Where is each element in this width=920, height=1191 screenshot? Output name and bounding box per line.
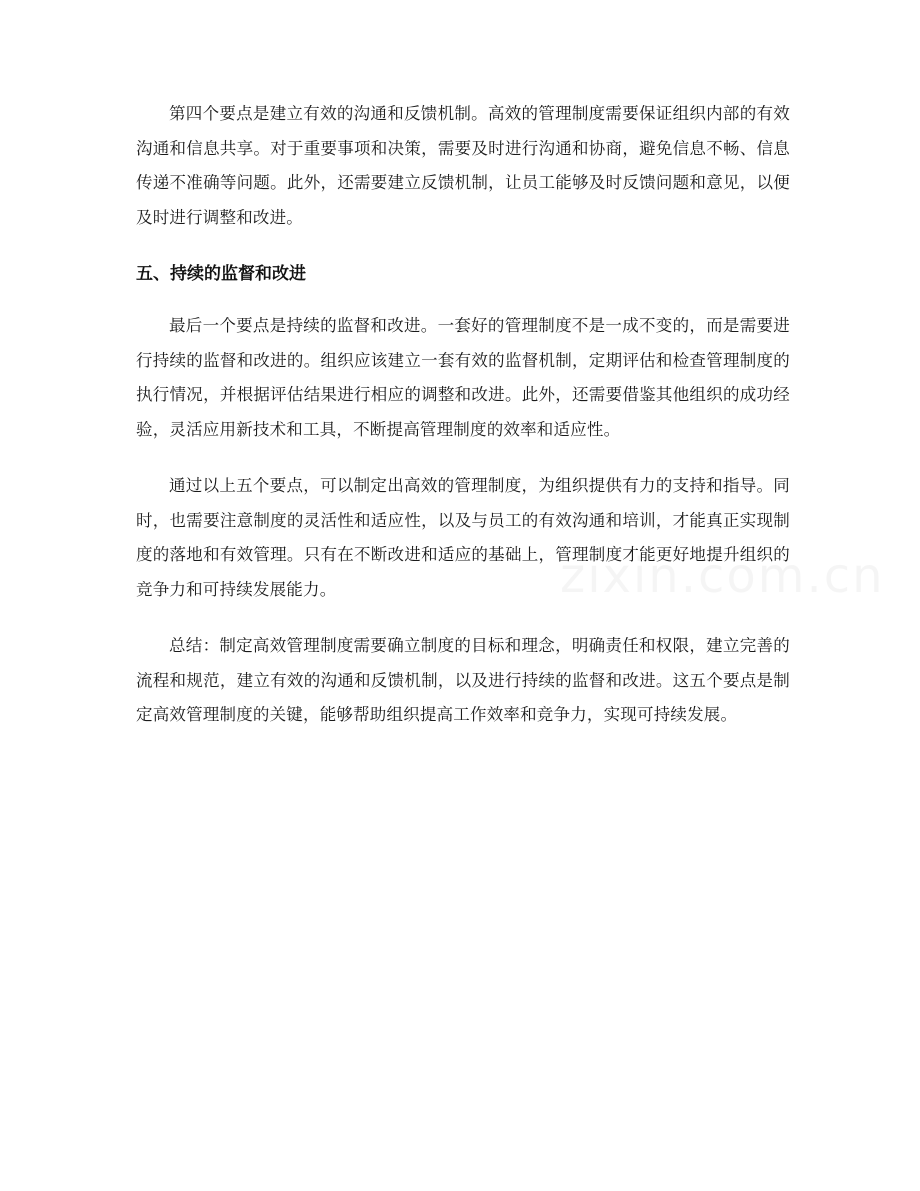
paragraph-communication-feedback: 第四个要点是建立有效的沟通和反馈机制。高效的管理制度需要保证组织内部的有效沟通和信息共享。对于重要事项和决策，需要及时进行沟通和协商，避免信息不畅、信息传递不准确等问题。此外，还需要建立反馈机制，让员工能够及时反馈问题和意见，以便及时进行调整和改进。 [136, 104, 790, 227]
section-heading-five: 五、持续的监督和改进 [136, 264, 306, 284]
paragraph-conclusion: 总结：制定高效管理制度需要确立制度的目标和理念，明确责任和权限，建立完善的流程和规范，建立有效的沟通和反馈机制，以及进行持续的监督和改进。这五个要点是制定高效管理制度的关键，能够帮助组织提高工作效率和竞争力，实现可持续发展。 [136, 636, 790, 724]
paragraph-monitoring-improvement: 最后一个要点是持续的监督和改进。一套好的管理制度不是一成不变的，而是需要进行持续的监督和改进的。组织应该建立一套有效的监督机制，定期评估和检查管理制度的执行情况，并根据评估结果进行相应的调整和改进。此外，还需要借鉴其他组织的成功经验，灵活应用新技术和工具，不断提高管理制度的效率和适应性。 [136, 316, 790, 439]
paragraph-five-points-summary: 通过以上五个要点，可以制定出高效的管理制度，为组织提供有力的支持和指导。同时，也需要注意制度的灵活性和适应性，以及与员工的有效沟通和培训，才能真正实现制度的落地和有效管理。只有在不断改进和适应的基础上，管理制度才能更好地提升组织的竞争力和可持续发展能力。 [136, 476, 790, 599]
